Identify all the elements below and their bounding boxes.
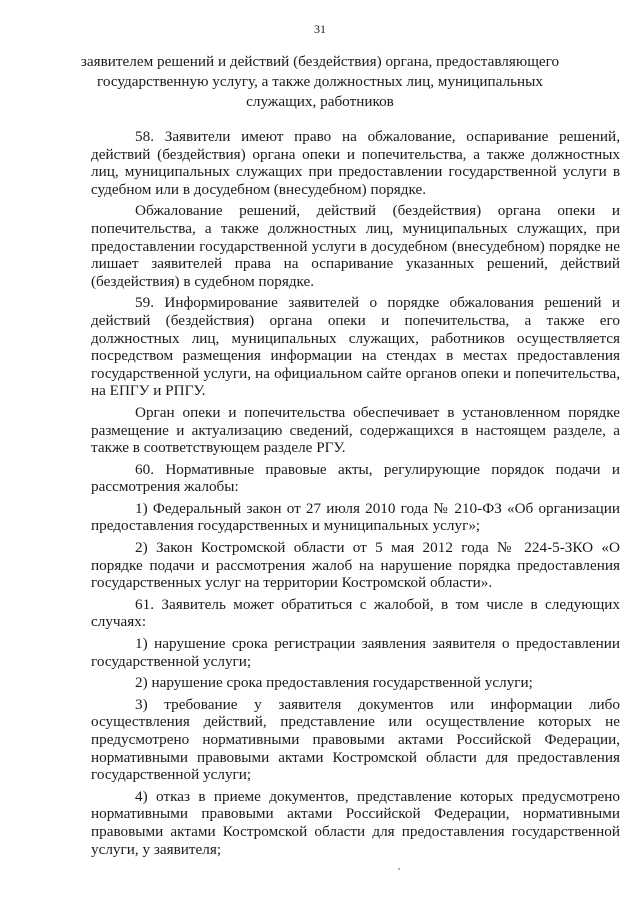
scan-speck	[398, 868, 400, 870]
paragraph-authority-info: Орган опеки и попечительства обеспечивает в установленном порядке размещение и актуализацию сведений, содержащихся в настоящем разделе, а также в соответствующем разделе РГУ.	[91, 403, 620, 457]
list-item-case-2: 2) нарушение срока предоставления государственной услуги;	[135, 674, 533, 692]
list-item-case-3: 3) требование у заявителя документов или информации либо осуществления действий, представление или осуществление которых не предусмотрено нормативными правовыми актами Российской Федерации, нормативными правовыми актами Костромской области для предоставления государственной услуги;	[91, 695, 620, 784]
paragraph-58: 58. Заявители имеют право на обжалование, оспаривание решений, действий (бездействия) органа опеки и попечительства, а также должностных лиц, муниципальных служащих при предоставлении государственной услуги в судебном или в досудебном (внесудебном) порядке.	[91, 128, 620, 198]
body-text	[91, 128, 620, 858]
page-number: 31	[314, 22, 326, 36]
paragraph-59: 59. Информирование заявителей о порядке обжалования решений и действий (бездействия) органа опеки и попечительства, а также его должностных лиц, муниципальных служащих, работников осуществляется посредством размещения информации на стендах в местах предоставления государственной услуги, на официальном сайте органов опеки и попечительства, на ЕПГУ и РПГУ.	[91, 294, 620, 400]
list-item-federal-law: 1) Федеральный закон от 27 июля 2010 года № 210-ФЗ «Об организации предоставления государственных и муниципальных услуг»;	[91, 499, 620, 535]
list-item-regional-law: 2) Закон Костромской области от 5 мая 2012 года № 224-5-ЗКО «О порядке подачи и рассмотрения жалоб на нарушение порядка предоставления государственных услуг на территории Костромской области».	[91, 539, 620, 592]
section-heading: заявителем решений и действий (бездействия) органа, предоставляющего государственную услугу, а также должностных лиц, муниципальных служащих, работников	[80, 53, 560, 110]
paragraph-appeal-note: Обжалование решений, действий (бездействия) органа опеки и попечительства, а также должностных лиц, муниципальных служащих, при предоставлении государственной услуги в досудебном (внесудебном) порядке не лишает заявителей права на оспаривание указанных решений, действий (бездействия) в судебном порядке.	[91, 202, 620, 290]
paragraph-60: 60. Нормативные правовые акты, регулирующие порядок подачи и рассмотрения жалобы:	[91, 460, 620, 496]
paragraph-61: 61. Заявитель может обратиться с жалобой, в том числе в следующих случаях:	[91, 595, 620, 631]
list-item-case-4: 4) отказ в приеме документов, представление которых предусмотрено нормативными правовыми актами Российской Федерации, нормативными правовыми актами Костромской области для предоставления государственной услуги, у заявителя;	[91, 787, 620, 858]
list-item-case-1: 1) нарушение срока регистрации заявления заявителя о предоставлении государственной услуги;	[91, 635, 620, 670]
